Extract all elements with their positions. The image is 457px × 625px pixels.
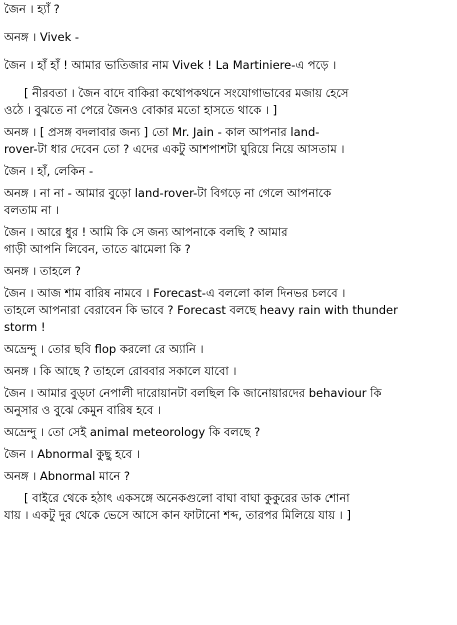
script-line: জৈন । হ্যাঁ ?	[4, 2, 60, 16]
script-line: জৈন । হাঁ হাঁ ! আমার ভাতিজার নাম Vivek ! La Martiniere-এ পড়ে ।	[4, 58, 337, 72]
script-line: অনঙ্গ । না না - আমার বুড়ো land-rover-টা বিগড়ে না গেলে আপনাকে	[4, 186, 332, 200]
script-line: বলতাম না ।	[4, 203, 59, 217]
script-line: জৈন । হাঁ, লেকিন -	[4, 164, 94, 178]
script-line: জৈন । আজ শাম বারিষ নামবে । Forecast-এ বললো কাল দিনভর চলবে ।	[4, 286, 346, 300]
script-line: তাহলে আপনারা বেরাবেন কি ভাবে ? Forecast বলছে heavy rain with thunder	[4, 303, 398, 317]
script-line: জৈন । আরে ধুর ! আমি কি সে জন্য আপনাকে বলছি ? আমার	[4, 225, 288, 239]
stage-direction-line: ওঠে । বুঝতে না পেরে জৈনও বোকার মতো হাসতে থাকে । ]	[4, 103, 278, 117]
script-line: rover-টা ধার দেবেন তো ? এদের একটু আশপাশটা ঘুরিয়ে নিয়ে আসতাম ।	[4, 142, 345, 156]
script-line: অনঙ্গ । Abnormal মানে ?	[4, 469, 130, 483]
script-line: অনঙ্গ । Vivek -	[4, 30, 80, 44]
script-line: অনঙ্গ । তাহলে ?	[4, 264, 81, 278]
script-line: জৈন । Abnormal কুছু হবে ।	[4, 447, 140, 461]
script-line: অনঙ্গ । [ প্রসঙ্গ বদলাবার জন্য ] তো Mr. Jain - কাল আপনার land-	[4, 125, 320, 139]
script-line: অভ্রেন্দু । তো সেই animal meteorology কি বলছে ?	[4, 425, 261, 439]
stage-direction-line: যায় । একটু দুর থেকে ভেসে আসে কান ফাটানো শব্দ, তারপর মিলিয়ে যায় । ]	[4, 508, 351, 522]
script-line: গাড়ী আপনি লিবেন, তাতে ঝামেলা কি ?	[4, 242, 191, 256]
script-line: জৈন । আমার বুড্ঢা নেপালী দারোয়ানটা বলছিল কি জানোয়ারদের behaviour কি	[4, 386, 382, 400]
script-line: storm !	[4, 320, 46, 334]
script-line: অভ্রেন্দু । তোর ছবি flop করলো রে অ্যানি ।	[4, 342, 204, 356]
script-line: অনঙ্গ । কি আছে ? তাহলে রোববার সকালে যাবো ।	[4, 364, 237, 378]
script-line: অনুসার ও বুঝে কেমুন বারিষ হবে ।	[4, 403, 162, 417]
stage-direction-line: [ নীরবতা । জৈন বাদে বাকিরা কথোপকথনে সংযোগাভাবের মজায় হেসে	[24, 86, 349, 100]
stage-direction-line: [ বাইরে থেকে হঠাৎ একসঙ্গে অনেকগুলো বাঘা বাঘা কুকুরের ডাক শোনা	[24, 491, 350, 505]
